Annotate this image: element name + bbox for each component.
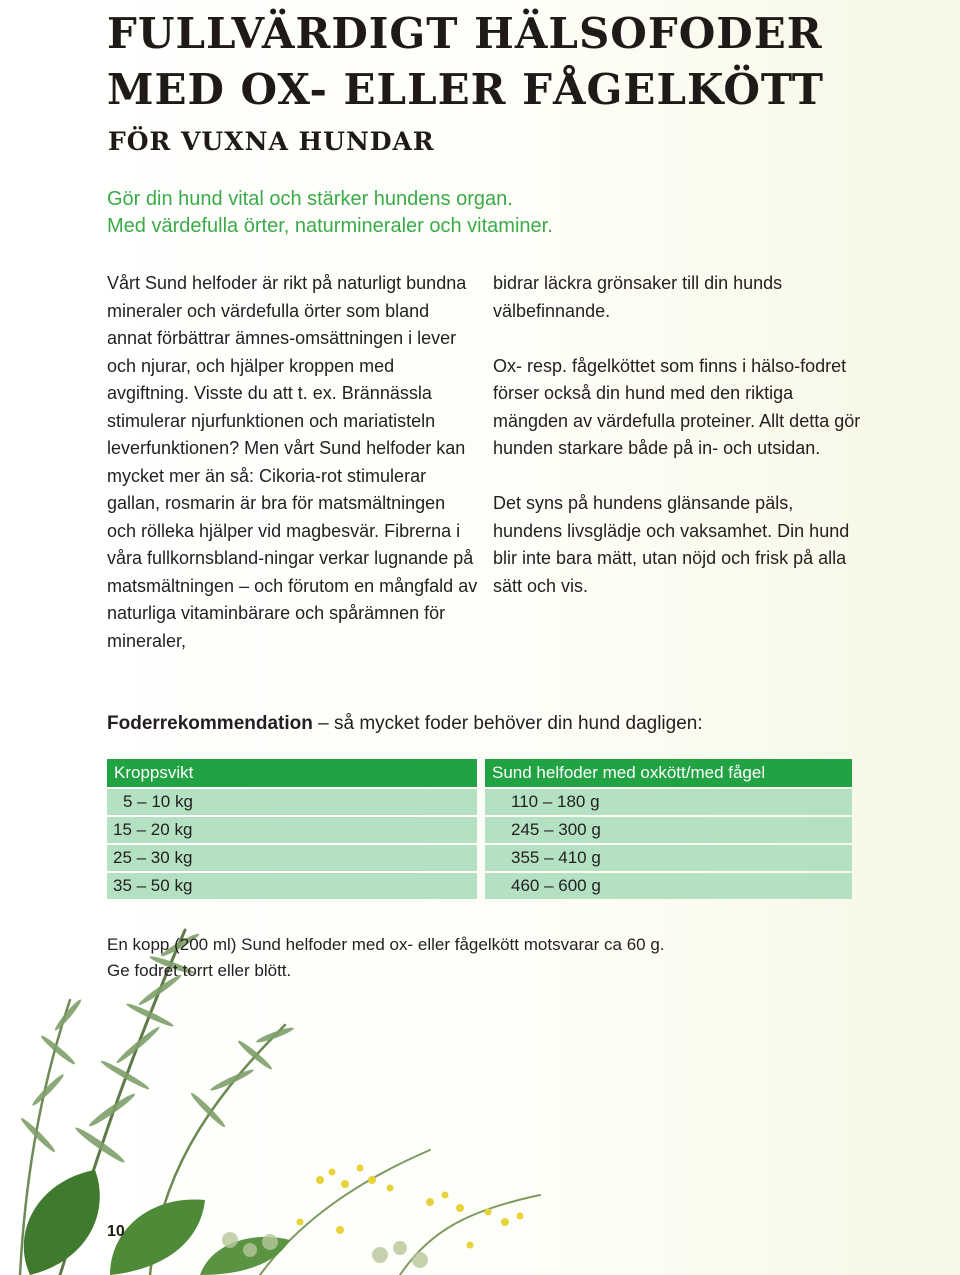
table-row xyxy=(107,845,852,871)
body-column-right xyxy=(493,270,863,600)
page-number: 10 xyxy=(107,1223,125,1240)
serving-note-line-1: En kopp (200 ml) Sund helfoder med ox- eller fågelkött motsvarar ca 60 g. xyxy=(107,935,665,954)
amount-cell: 110 – 180 g xyxy=(485,789,852,815)
body-paragraph: Vårt Sund helfoder är rikt på naturligt bundna mineraler och värdefulla örter som bland annat förbättrar ämnes-omsättningen i lever och njurar, och hjälper kroppen med avgiftning. Visste du att t. ex. Brännässla stimulerar njurfunktionen och mariatisteln leverfunktionen? Men vårt Sund helfoder kan mycket mer än så: Cikoria-rot stimulerar gallan, rosmarin är bra för matsmältningen och rölleka hjälper vid magbesvär. Fibrerna i våra fullkornsbland-ningar verkar lugnande på matsmältningen – och förutom en mångfald av naturliga vitaminbärare och spårämnen för mineraler, xyxy=(107,273,478,651)
amount-cell: 460 – 600 g xyxy=(485,873,852,899)
amount-cell: 355 – 410 g xyxy=(485,845,852,871)
body-paragraph: bidrar läckra grönsaker till din hunds välbefinnande. xyxy=(493,273,783,321)
weight-cell: 5 – 10 kg xyxy=(107,789,477,815)
page-subtitle: FÖR VUXNA HUNDAR xyxy=(108,127,435,156)
body-column-left xyxy=(107,270,479,655)
page-title xyxy=(107,6,824,118)
body-paragraph: Det syns på hundens glänsande päls, hundens livsglädje och vaksamhet. Din hund blir inte bara mätt, utan nöjd och frisk på alla sätt och vis. xyxy=(493,493,850,596)
title-line-1: FULLVÄRDIGT HÄLSOFODER xyxy=(107,9,823,58)
column-header-amount: Sund helfoder med oxkött/med fågel xyxy=(485,759,852,787)
column-header-weight: Kroppsvikt xyxy=(107,759,477,787)
body-paragraph: Ox- resp. fågelköttet som finns i hälso-fodret förser också din hund med den riktiga mängden av värdefulla proteiner. Allt detta gör hunden starkare både på in- och utsidan. xyxy=(493,355,861,458)
weight-cell: 25 – 30 kg xyxy=(107,845,477,871)
recommendation-heading-rest: – så mycket foder behöver din hund dagligen: xyxy=(312,713,703,734)
table-row xyxy=(107,817,852,843)
weight-cell: 15 – 20 kg xyxy=(107,817,477,843)
weight-cell: 35 – 50 kg xyxy=(107,873,477,899)
recommendation-heading xyxy=(107,710,703,738)
herbs-illustration xyxy=(0,850,960,1275)
lead-line-2: Med värdefulla örter, naturmineraler och vitaminer. xyxy=(107,215,553,237)
table-row xyxy=(107,789,852,815)
amount-cell: 245 – 300 g xyxy=(485,817,852,843)
title-line-2: MED OX- ELLER FÅGELKÖTT xyxy=(107,65,824,114)
serving-note-line-2: Ge fodret torrt eller blött. xyxy=(107,961,292,980)
lead-text xyxy=(107,186,807,240)
serving-note xyxy=(107,932,665,984)
table-row xyxy=(107,873,852,899)
feeding-table xyxy=(107,757,852,901)
lead-line-1: Gör din hund vital och stärker hundens organ. xyxy=(107,188,513,210)
recommendation-heading-bold: Foderrekommendation xyxy=(107,713,313,734)
table-header-row xyxy=(107,759,852,787)
